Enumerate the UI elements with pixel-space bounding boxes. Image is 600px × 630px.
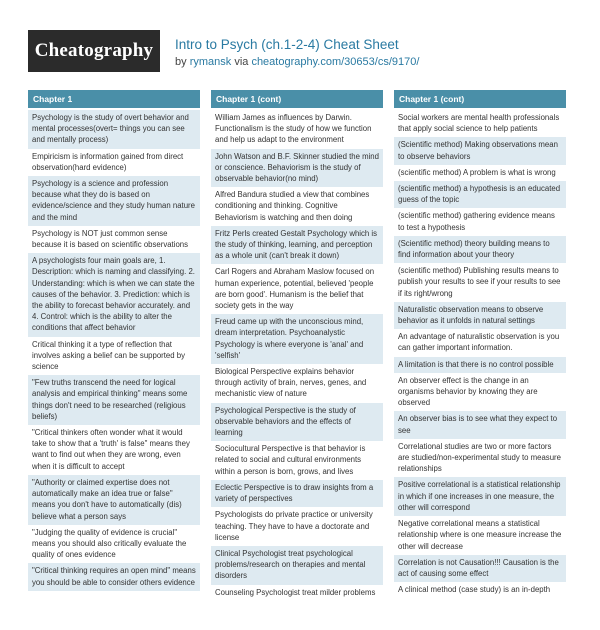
entry: An advantage of naturalistic observation is you can gather important information. [398, 332, 560, 353]
title-block [175, 37, 419, 68]
entry: Psychology is the study of overt behavior and mental processes(overt= things you can see and mentally process) [28, 110, 200, 149]
entry: Counseling Psychologist treat milder problems [215, 587, 376, 597]
entry: Correlational studies are two or more factors are studied/non-experimental study to measure relationships [398, 441, 561, 474]
entry: Fritz Perls created Gestalt Psychology which is the study of thinking, learning, and perception as a whole unit (can't break it down) [211, 226, 383, 265]
entry: (Scientific method) theory building means to find information about your theory [394, 236, 566, 263]
entry: Eclectic Perspective is to draw insights from a variety of perspectives [211, 480, 383, 507]
entry: (scientific method) Publishing results means to publish your results to see if your results to see if its right/wrong [398, 266, 561, 298]
entry: Alfred Bandura studied a view that combines conditioning and thinking. Cognitive Behaviorism is watching and then doing [215, 190, 370, 222]
sheet-url-link[interactable]: cheatography.com/30653/cs/9170/ [251, 56, 420, 68]
cheatography-logo[interactable]: Cheatography [28, 30, 160, 72]
column-header: Chapter 1 (cont) [394, 90, 566, 108]
entry: Psychological Perspective is the study of observable behaviors and the effects of learning [211, 403, 383, 442]
sheet-title[interactable]: Intro to Psych (ch.1-2-4) Cheat Sheet [175, 37, 399, 52]
entry: "Judging the quality of evidence is crucial" means you should also critically evaluate the quality of ones evidence [32, 527, 187, 560]
column-header: Chapter 1 (cont) [211, 90, 383, 108]
entry: Psychology is a science and profession because what they do is based on evidence/science and they study human nature and the mind [28, 176, 200, 226]
entry: "Few truths transcend the need for logical analysis and empirical thinking" means some things don't need to be researched (religious beliefs) [28, 375, 200, 425]
entry: (scientific method) A problem is what is wrong [398, 167, 556, 177]
entry: William James as influences by Darwin. Functionalism is the study of how we function and help us adapt to the environment [215, 113, 372, 145]
entry: "Critical thinkers often wonder what it would take to show that a 'truth' is false" means they want to find out when they are wrong, even when it is difficult to accept [32, 428, 190, 471]
entry: Freud came up with the unconscious mind, dream interpretation. Psychoanalystic Psychology is where everyone is 'anal' and 'selfish' [211, 314, 383, 364]
entry: Psychologists do private practice or university teaching. They have to have a doctorate and license [215, 510, 373, 542]
entry: (scientific method) a hypothesis is an educated guess of the topic [394, 181, 566, 208]
column-header: Chapter 1 [28, 90, 200, 108]
via-label: via [234, 56, 249, 68]
entry: Naturalistic observation means to observe behavior as it unfolds in natural settings [394, 302, 566, 329]
entry: Biological Perspective explains behavior through activity of brain, nerves, genes, and mechanistic view of nature [215, 367, 367, 399]
entry: Negative correlational means a statistical relationship where is one measure increase the other will decrease [398, 519, 562, 551]
byline [175, 56, 419, 68]
entry: An observer effect is the change in an organisms behavior by knowing they are observed [398, 375, 538, 408]
columns-container [28, 90, 568, 630]
author-link[interactable]: rymansk [189, 56, 232, 68]
entry: A psychologists four main goals are, 1. Description: which is naming and classifying. 2. Understanding: which is when we can state the causes of the behavior. 3. Prediction: which is the ability to forecast behavior accurately. and 4. Control: which is the ability to alter the conditions that affect behavior [28, 253, 200, 336]
entry: Empiricism is information gained from direct observation(hard evidence) [32, 151, 184, 172]
entry: John Watson and B.F. Skinner studied the mind or conscience. Behaviorism is the study of observable behavior(no mind) [211, 149, 383, 188]
entry: Positive correlational is a statistical relationship in which if one increases in one measure, the other will correspond [394, 477, 566, 516]
entry: Clinical Psychologist treat psychological problems/research on therapies and mental disorders [211, 546, 383, 585]
by-label: by [175, 56, 187, 68]
entry: "Critical thinking requires an open mind" means you should be able to consider others evidence [28, 563, 200, 590]
entry: (scientific method) gathering evidence means to test a hypothesis [398, 211, 555, 232]
entry: Critical thinking it a type of reflection that involves asking a belief can be supported by science [32, 339, 186, 372]
column-3 [394, 90, 566, 630]
entry: (Scientific method) Making observations mean to observe behaviors [394, 137, 566, 164]
entry: Psychology is NOT just common sense because it is based on scientific observations [32, 228, 189, 250]
entry: A limitation is that there is no control possible [394, 357, 566, 373]
entry: Social workers are mental health professionals that apply social science to help patients [398, 113, 560, 134]
column-1 [28, 90, 200, 630]
entry: A clinical method (case study) is an in-depth [398, 585, 551, 595]
entry: Sociocultural Perspective is that behavior is related to social and cultural environments within a person is born, grows, and lives [215, 444, 366, 476]
entry: "Authority or claimed expertise does not automatically make an idea true or false" means you don't have to automatically (dis) believe what a person says [28, 475, 200, 525]
entry: An observer bias is to see what they expect to see [394, 411, 566, 438]
entry: Correlation is not Causation!!! Causation is the act of causing some effect [394, 555, 566, 582]
column-2 [211, 90, 383, 630]
entry: Carl Rogers and Abraham Maslow focused on human experience, potential, believed 'people are born good'. Humanism is the belief that society gets in the way [215, 267, 375, 311]
sheet-header [0, 0, 600, 86]
